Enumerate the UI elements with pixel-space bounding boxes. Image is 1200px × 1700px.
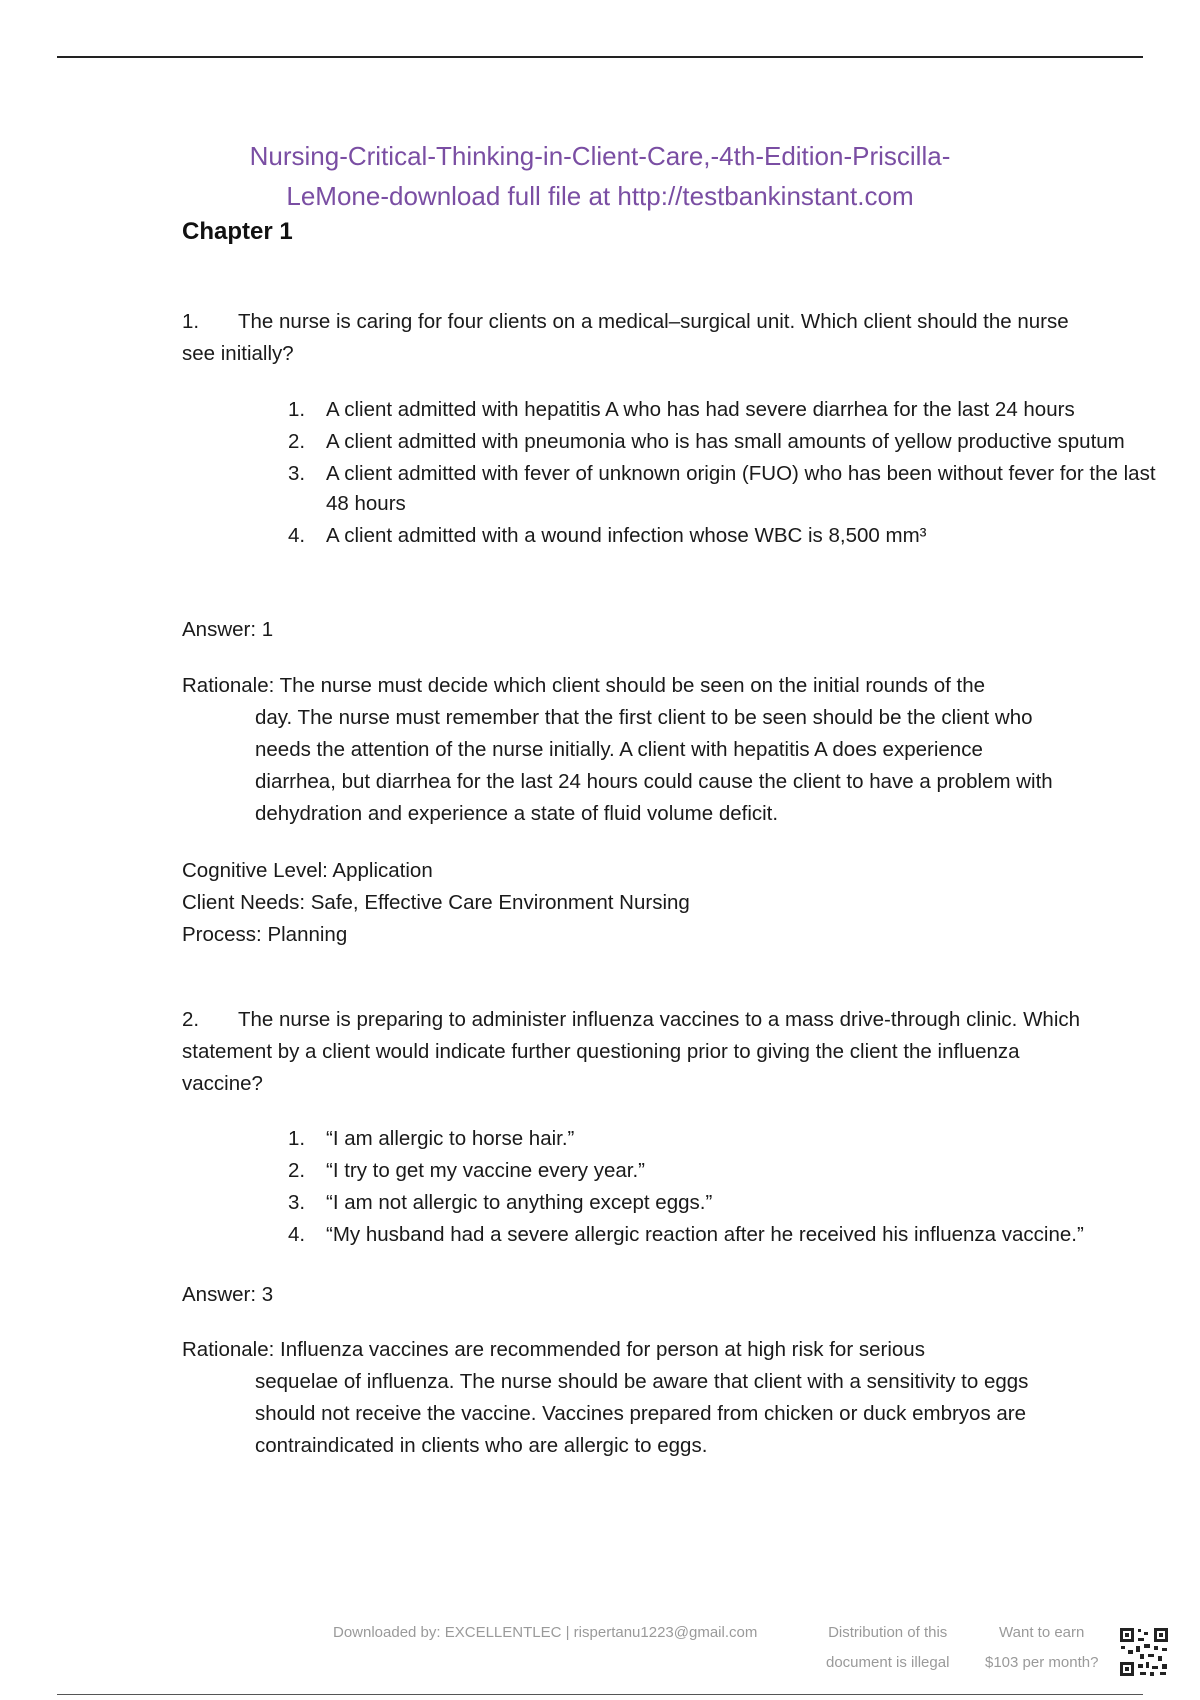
cognitive-level: Cognitive Level: Application — [182, 859, 433, 882]
rationale-continuation: day. The nurse must remember that the first client to be seen should be the client who needs the attention of the nurse initially. A client with hepatitis A does experience diarrhea, but diarrhea for the last 24 hours could cause the client to have a problem with dehydration and experience a state of fluid volume deficit. — [255, 706, 1053, 825]
question-1-metadata — [182, 855, 690, 951]
question-number: 1. — [182, 310, 200, 333]
question-1-answer: Answer: 1 — [182, 618, 274, 641]
question-1-options — [288, 395, 1168, 553]
option-item: 4. “My husband had a severe allergic reaction after he received his influenza vaccine.” — [288, 1223, 1084, 1246]
option-item: 3. A client admitted with fever of unknown origin (FUO) who has been without fever for the last 48 hours — [288, 462, 1156, 515]
question-text: The nurse is preparing to administer influenza vaccines to a mass drive-through clinic. Which statement by a client would indicate further questioning prior to giving the client the influenza vaccine? — [182, 1008, 1081, 1095]
question-number: 2. — [182, 1008, 200, 1031]
rationale-label: Rationale: — [182, 674, 275, 697]
question-2-options — [288, 1124, 1168, 1252]
option-item: 1. “I am allergic to horse hair.” — [288, 1127, 575, 1150]
question-1-stem — [182, 306, 1102, 370]
document-title — [180, 136, 1020, 216]
question-2-answer: Answer: 3 — [182, 1283, 274, 1306]
client-needs: Client Needs: Safe, Effective Care Environment Nursing — [182, 891, 690, 914]
option-item: 3. “I am not allergic to anything except eggs.” — [288, 1191, 713, 1214]
title-line-2: LeMone-download full file at http://testbankinstant.com — [286, 181, 914, 211]
chapter-heading: Chapter 1 — [182, 218, 293, 245]
rationale-continuation: sequelae of influenza. The nurse should be aware that client with a sensitivity to eggs should not receive the vaccine. Vaccines prepared from chicken or duck embryos are contraindicated in clients who are allergic to eggs. — [255, 1370, 1029, 1457]
option-item: 2. A client admitted with pneumonia who is has small amounts of yellow productive sputum — [288, 430, 1125, 453]
option-item: 4. A client admitted with a wound infection whose WBC is 8,500 mm³ — [288, 524, 927, 547]
option-item: 1. A client admitted with hepatitis A who has had severe diarrhea for the last 24 hours — [288, 398, 1075, 421]
earn-promo-link[interactable]: Want to earn $103 per month? — [985, 1624, 1099, 1671]
distribution-notice: Distribution of this document is illegal — [826, 1624, 950, 1671]
bottom-rule — [57, 1694, 1143, 1695]
rationale-label: Rationale: — [182, 1338, 275, 1361]
rationale-first-line: Influenza vaccines are recommended for person at high risk for serious — [280, 1338, 925, 1361]
top-rule — [57, 56, 1143, 58]
downloaded-by-notice: Downloaded by: EXCELLENTLEC | rispertanu1223@gmail.com — [333, 1624, 758, 1641]
title-line-1: Nursing-Critical-Thinking-in-Client-Care,-4th-Edition-Priscilla- — [249, 141, 951, 171]
process: Process: Planning — [182, 923, 348, 946]
question-text: The nurse is caring for four clients on a medical–surgical unit. Which client should the nurse see initially? — [182, 310, 1069, 365]
qr-code-icon[interactable] — [1118, 1626, 1170, 1678]
rationale-first-line: The nurse must decide which client should be seen on the initial rounds of the — [279, 674, 986, 697]
question-2-stem — [182, 1004, 1102, 1100]
option-item: 2. “I try to get my vaccine every year.” — [288, 1159, 645, 1182]
question-1-rationale — [182, 670, 1062, 830]
question-2-rationale — [182, 1334, 1062, 1462]
